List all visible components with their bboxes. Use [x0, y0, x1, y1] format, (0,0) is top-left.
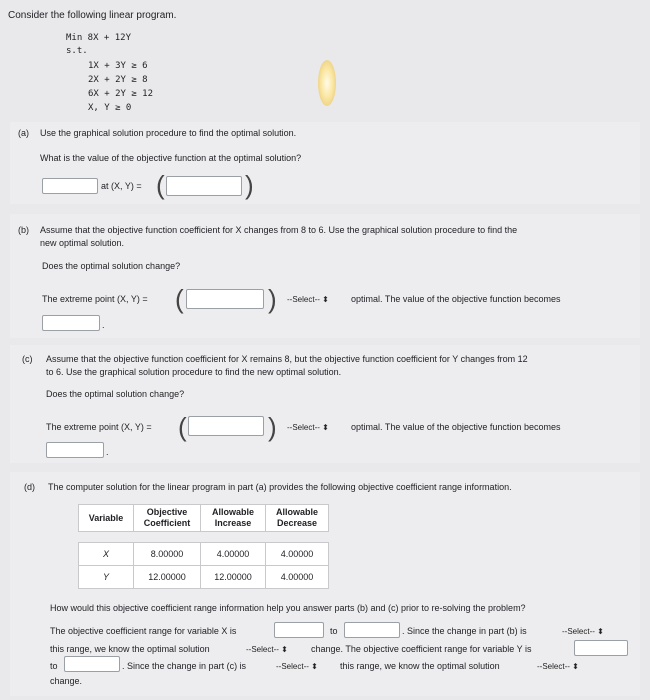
cell-variable: X — [79, 543, 134, 566]
part-c-extreme-label: The extreme point (X, Y) = — [46, 422, 152, 432]
cell-increase: 4.00000 — [201, 543, 266, 566]
cell-coefficient: 8.00000 — [134, 543, 201, 566]
left-paren: ( — [178, 412, 187, 442]
part-d-select-4[interactable] — [537, 662, 579, 671]
part-b-question: Does the optimal solution change? — [42, 261, 181, 271]
x-range-text: The objective coefficient range for variable X is — [50, 626, 237, 636]
cell-decrease: 4.00000 — [266, 543, 329, 566]
part-b-value-input[interactable] — [42, 315, 100, 331]
right-paren: ) — [245, 170, 254, 200]
range-b-text: this range, we know the optimal solution — [50, 644, 210, 654]
right-paren: ) — [268, 412, 277, 442]
range-c-text: this range, we know the optimal solution — [340, 661, 500, 671]
to-label: to — [330, 626, 338, 636]
cell-decrease: 4.00000 — [266, 566, 329, 589]
lp-constraint-2: 2X + 2Y ≥ 8 — [88, 75, 148, 85]
part-d-select-2[interactable] — [246, 645, 288, 654]
part-d-text: The computer solution for the linear program in part (a) provides the following objective coefficient range information. — [48, 482, 512, 492]
since-b-text: . Since the change in part (b) is — [402, 626, 527, 636]
part-c-text-2: to 6. Use the graphical solution procedure to find the new optimal solution. — [46, 367, 342, 377]
select-label: --Select-- — [246, 645, 279, 654]
col-header-increase: Allowable Increase — [201, 505, 266, 532]
table-row — [79, 543, 329, 566]
select-label: --Select-- — [537, 662, 570, 671]
part-c-after-text: optimal. The value of the objective function becomes — [351, 422, 561, 432]
select-label: --Select-- — [287, 295, 320, 304]
x-range-high-input[interactable] — [344, 622, 400, 638]
part-a-question: What is the value of the objective function at the optimal solution? — [40, 153, 302, 163]
part-c-value-input[interactable] — [46, 442, 104, 458]
table-row — [79, 566, 329, 589]
range-table — [78, 504, 329, 589]
part-d-select-1[interactable] — [562, 627, 604, 636]
optimal-point-input[interactable] — [166, 176, 242, 196]
period: . — [102, 320, 105, 330]
part-b-point-input[interactable] — [186, 289, 264, 309]
change-text: change. — [50, 676, 83, 686]
part-a-label: (a) — [18, 128, 29, 138]
left-paren: ( — [156, 170, 165, 200]
chevron-updown-icon: ⬍ — [322, 423, 329, 432]
light-glare — [318, 60, 336, 106]
part-c-point-input[interactable] — [188, 416, 264, 436]
part-c-select[interactable] — [287, 423, 329, 432]
col-header-decrease: Allowable Decrease — [266, 505, 329, 532]
to-label: to — [50, 661, 58, 671]
lp-st: s.t. — [66, 46, 88, 56]
part-b-extreme-label: The extreme point (X, Y) = — [42, 294, 148, 304]
lp-objective: Min 8X + 12Y — [66, 33, 132, 43]
part-b-after-text: optimal. The value of the objective function becomes — [351, 294, 561, 304]
col-header-variable: Variable — [79, 505, 134, 532]
part-c-question: Does the optimal solution change? — [46, 389, 185, 399]
part-d-select-3[interactable] — [276, 662, 318, 671]
right-paren: ) — [268, 284, 277, 314]
y-range-low-input[interactable] — [574, 640, 628, 656]
chevron-updown-icon: ⬍ — [597, 627, 604, 636]
part-b-label: (b) — [18, 225, 29, 235]
col-header-objective: Objective Coefficient — [134, 505, 201, 532]
at-xy-label: at (X, Y) = — [101, 181, 142, 191]
intro-text: Consider the following linear program. — [8, 10, 177, 21]
cell-increase: 12.00000 — [201, 566, 266, 589]
chevron-updown-icon: ⬍ — [322, 295, 329, 304]
since-c-text: . Since the change in part (c) is — [122, 661, 247, 671]
part-b-text-1: Assume that the objective function coefficient for X changes from 8 to 6. Use the graphical solution procedure to find the — [40, 225, 518, 235]
chevron-updown-icon: ⬍ — [311, 662, 318, 671]
part-b-text-2: new optimal solution. — [40, 238, 125, 248]
chevron-updown-icon: ⬍ — [572, 662, 579, 671]
objective-value-input[interactable] — [42, 178, 98, 194]
part-b-select[interactable] — [287, 295, 329, 304]
y-range-text: change. The objective coefficient range for variable Y is — [311, 644, 532, 654]
period: . — [106, 447, 109, 457]
lp-constraint-1: 1X + 3Y ≥ 6 — [88, 61, 148, 71]
y-range-high-input[interactable] — [64, 656, 120, 672]
chevron-updown-icon: ⬍ — [281, 645, 288, 654]
part-d-label: (d) — [24, 482, 35, 492]
part-c-label: (c) — [22, 354, 33, 364]
select-label: --Select-- — [287, 423, 320, 432]
part-c-text-1: Assume that the objective function coefficient for X remains 8, but the objective function coefficient for Y changes from 12 — [46, 354, 528, 364]
x-range-low-input[interactable] — [274, 622, 324, 638]
cell-variable: Y — [79, 566, 134, 589]
left-paren: ( — [175, 284, 184, 314]
lp-nonneg: X, Y ≥ 0 — [88, 103, 132, 113]
part-d-question: How would this objective coefficient range information help you answer parts (b) and (c) prior to re-solving the problem? — [50, 603, 526, 613]
select-label: --Select-- — [562, 627, 595, 636]
lp-constraint-3: 6X + 2Y ≥ 12 — [88, 89, 154, 99]
select-label: --Select-- — [276, 662, 309, 671]
cell-coefficient: 12.00000 — [134, 566, 201, 589]
part-a-text: Use the graphical solution procedure to find the optimal solution. — [40, 128, 297, 138]
